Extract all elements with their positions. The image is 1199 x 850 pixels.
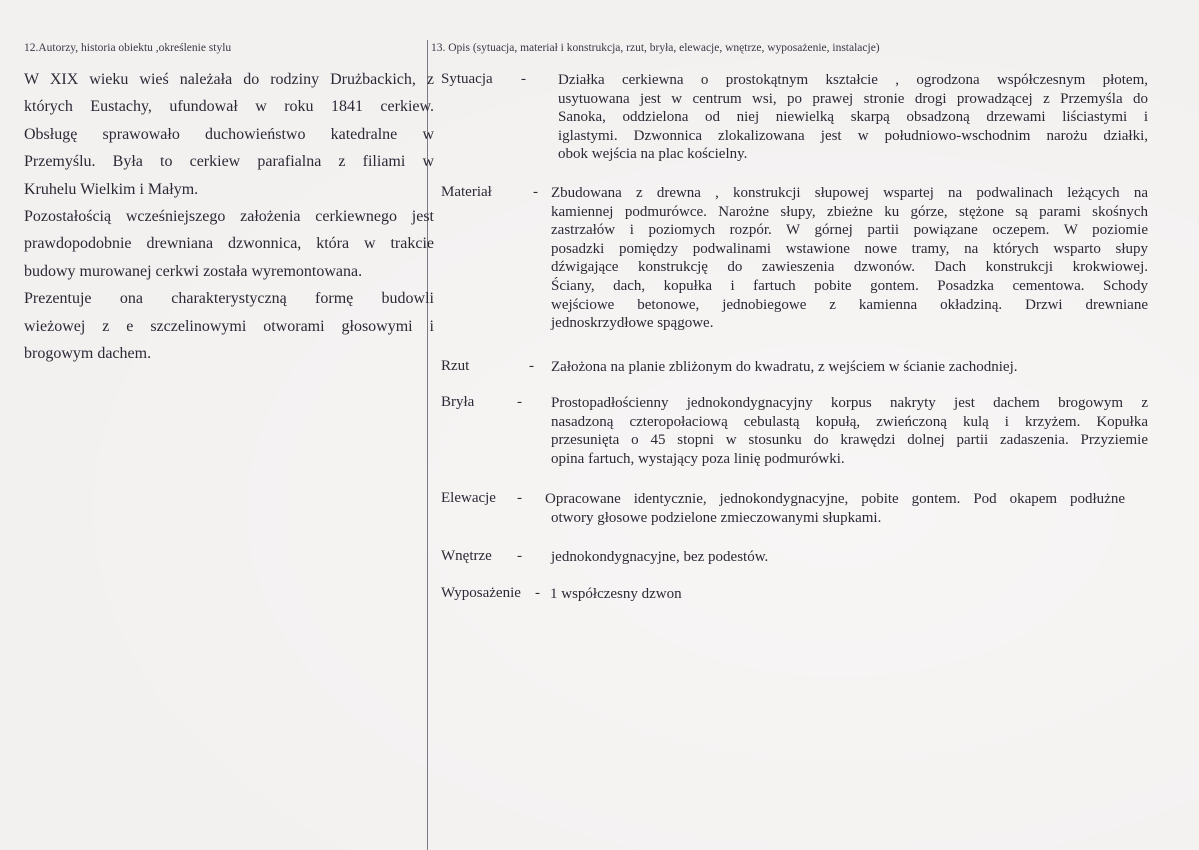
section-text (545, 490, 1125, 527)
history-column (24, 42, 434, 367)
section-dash: - (521, 71, 526, 87)
text-line: opina fartuch, wystający poza linię podmurówki. (551, 450, 845, 467)
section-dash: - (517, 394, 522, 410)
text-line: Ściany, dach, kopułka i fartuch pobite gontem. Posadzka cementowa. Schody (551, 277, 1148, 294)
section-label: Elewacje (441, 490, 496, 506)
history-line: prawdopodobnie drewniana dzwonnica, która w trakcie (24, 235, 434, 253)
history-line: Obsługę sprawowało duchowieństwo katedralne w (24, 125, 434, 143)
text-line: Prostopadłościenny jednokondygnacyjny korpus nakryty jest dachem brogowym z (551, 395, 1148, 411)
section-dash: - (529, 358, 534, 374)
text-line: Sanoka, oddzielona od niej niewielką skarpą obsadzoną drzewami liściastymi i (558, 109, 1148, 126)
section-dash: - (535, 585, 540, 601)
text-line: wejściowe betonowe, jednobiegowe z kamienna okładziną. Drzwi drewniane (551, 296, 1148, 313)
section-label: Rzut (441, 358, 470, 374)
text-line: nasadzoną czteropołaciową cebulastą kopułą, zwieńczoną kulą i krzyżem. Kopułka (551, 413, 1148, 430)
section-dash: - (533, 184, 538, 200)
description-section-title: 13. Opis (sytuacja, materiał i konstrukcja, rzut, bryła, elewacje, wnętrze, wyposażenie, instalacje) (431, 42, 880, 54)
text-line: jednokondygnacyjne, bez podestów. (551, 549, 769, 565)
text-line: przesunięta o 45 stopni w stosunku do krawędzi dolnej partii zadaszenia. Przyziemie (551, 432, 1148, 449)
section-label: Wyposażenie (441, 585, 521, 601)
text-line: iglastymi. Dzwonnica zlokalizowana jest w południowo-wschodnim narożu działki, (558, 127, 1148, 144)
text-line: Działka cerkiewna o prostokątnym kształcie , ogrodzona współczesnym płotem, (558, 72, 1148, 88)
text-line: jednoskrzydłowe spągowe. (551, 315, 714, 332)
history-line: budowy murowanej cerkwi została wyremontowana. (24, 262, 363, 280)
section-text (550, 585, 850, 604)
history-paragraph (24, 66, 434, 367)
section-dash: - (517, 548, 522, 564)
text-line: Zbudowana z drewna , konstrukcji słupowej wspartej na podwalinach leżących na (551, 185, 1148, 201)
text-line: otwory głosowe podzielone zmieczowanymi słupkami. (551, 509, 882, 526)
text-line: Założona na planie zbliżonym do kwadratu, z wejściem w ścianie zachodniej. (551, 359, 1018, 375)
text-line: posadzki pomiędzy podwalinami wstawione nowe tramy, na których wsparto słupy (551, 240, 1148, 257)
section-text (551, 184, 1148, 333)
description-column (431, 42, 1151, 602)
history-line: których Eustachy, ufundował w roku 1841 cerkiew. (24, 98, 434, 116)
section-label: Bryła (441, 394, 475, 410)
section-dash: - (517, 490, 522, 506)
section-text (551, 394, 1148, 468)
text-line: kamiennej podmurówce. Narożne słupy, zbieżne ku górze, stężone są parami skośnych (551, 203, 1148, 220)
history-section-title: 12.Autorzy, historia obiektu ,określenie stylu (24, 42, 232, 54)
text-line: zastrzałów i poziomych rozpór. W górnej partii powiązane oczepem. W poziomie (551, 222, 1148, 239)
text-line: Opracowane identycznie, jednokondygnacyjne, pobite gontem. Pod okapem podłużne (545, 491, 1125, 507)
section-text (551, 548, 1148, 567)
history-line: W XIX wieku wieś należała do rodziny Drużbackich, z (24, 71, 434, 88)
text-line: 1 współczesny dzwon (550, 586, 682, 602)
text-line: dźwigające konstrukcję do zawieszenia dzwonów. Dach konstrukcji krokwiowej. (551, 259, 1148, 276)
history-line: Kruhelu Wielkim i Małym. (24, 180, 199, 198)
history-line: Przemyślu. Była to cerkiew parafialna z filiami w (24, 153, 434, 171)
section-text (558, 71, 1148, 164)
section-text (551, 358, 1148, 377)
history-line: Prezentuje ona charakterystyczną formę budowli (24, 290, 434, 308)
history-line: wieżowej z e szczelinowymi otworami głosowymi i (24, 317, 434, 335)
section-label: Materiał (441, 184, 492, 200)
text-line: usytuowana jest w centrum wsi, po prawej stronie drogi prowadzącej z Przemyśla do (558, 90, 1148, 107)
text-line: obok wejścia na plac kościelny. (558, 146, 748, 163)
section-label: Sytuacja (441, 71, 493, 87)
section-label: Wnętrze (441, 548, 492, 564)
history-line: Pozostałością wcześniejszego założenia cerkiewnego jest (24, 208, 434, 226)
history-line: brogowym dachem. (24, 345, 152, 363)
